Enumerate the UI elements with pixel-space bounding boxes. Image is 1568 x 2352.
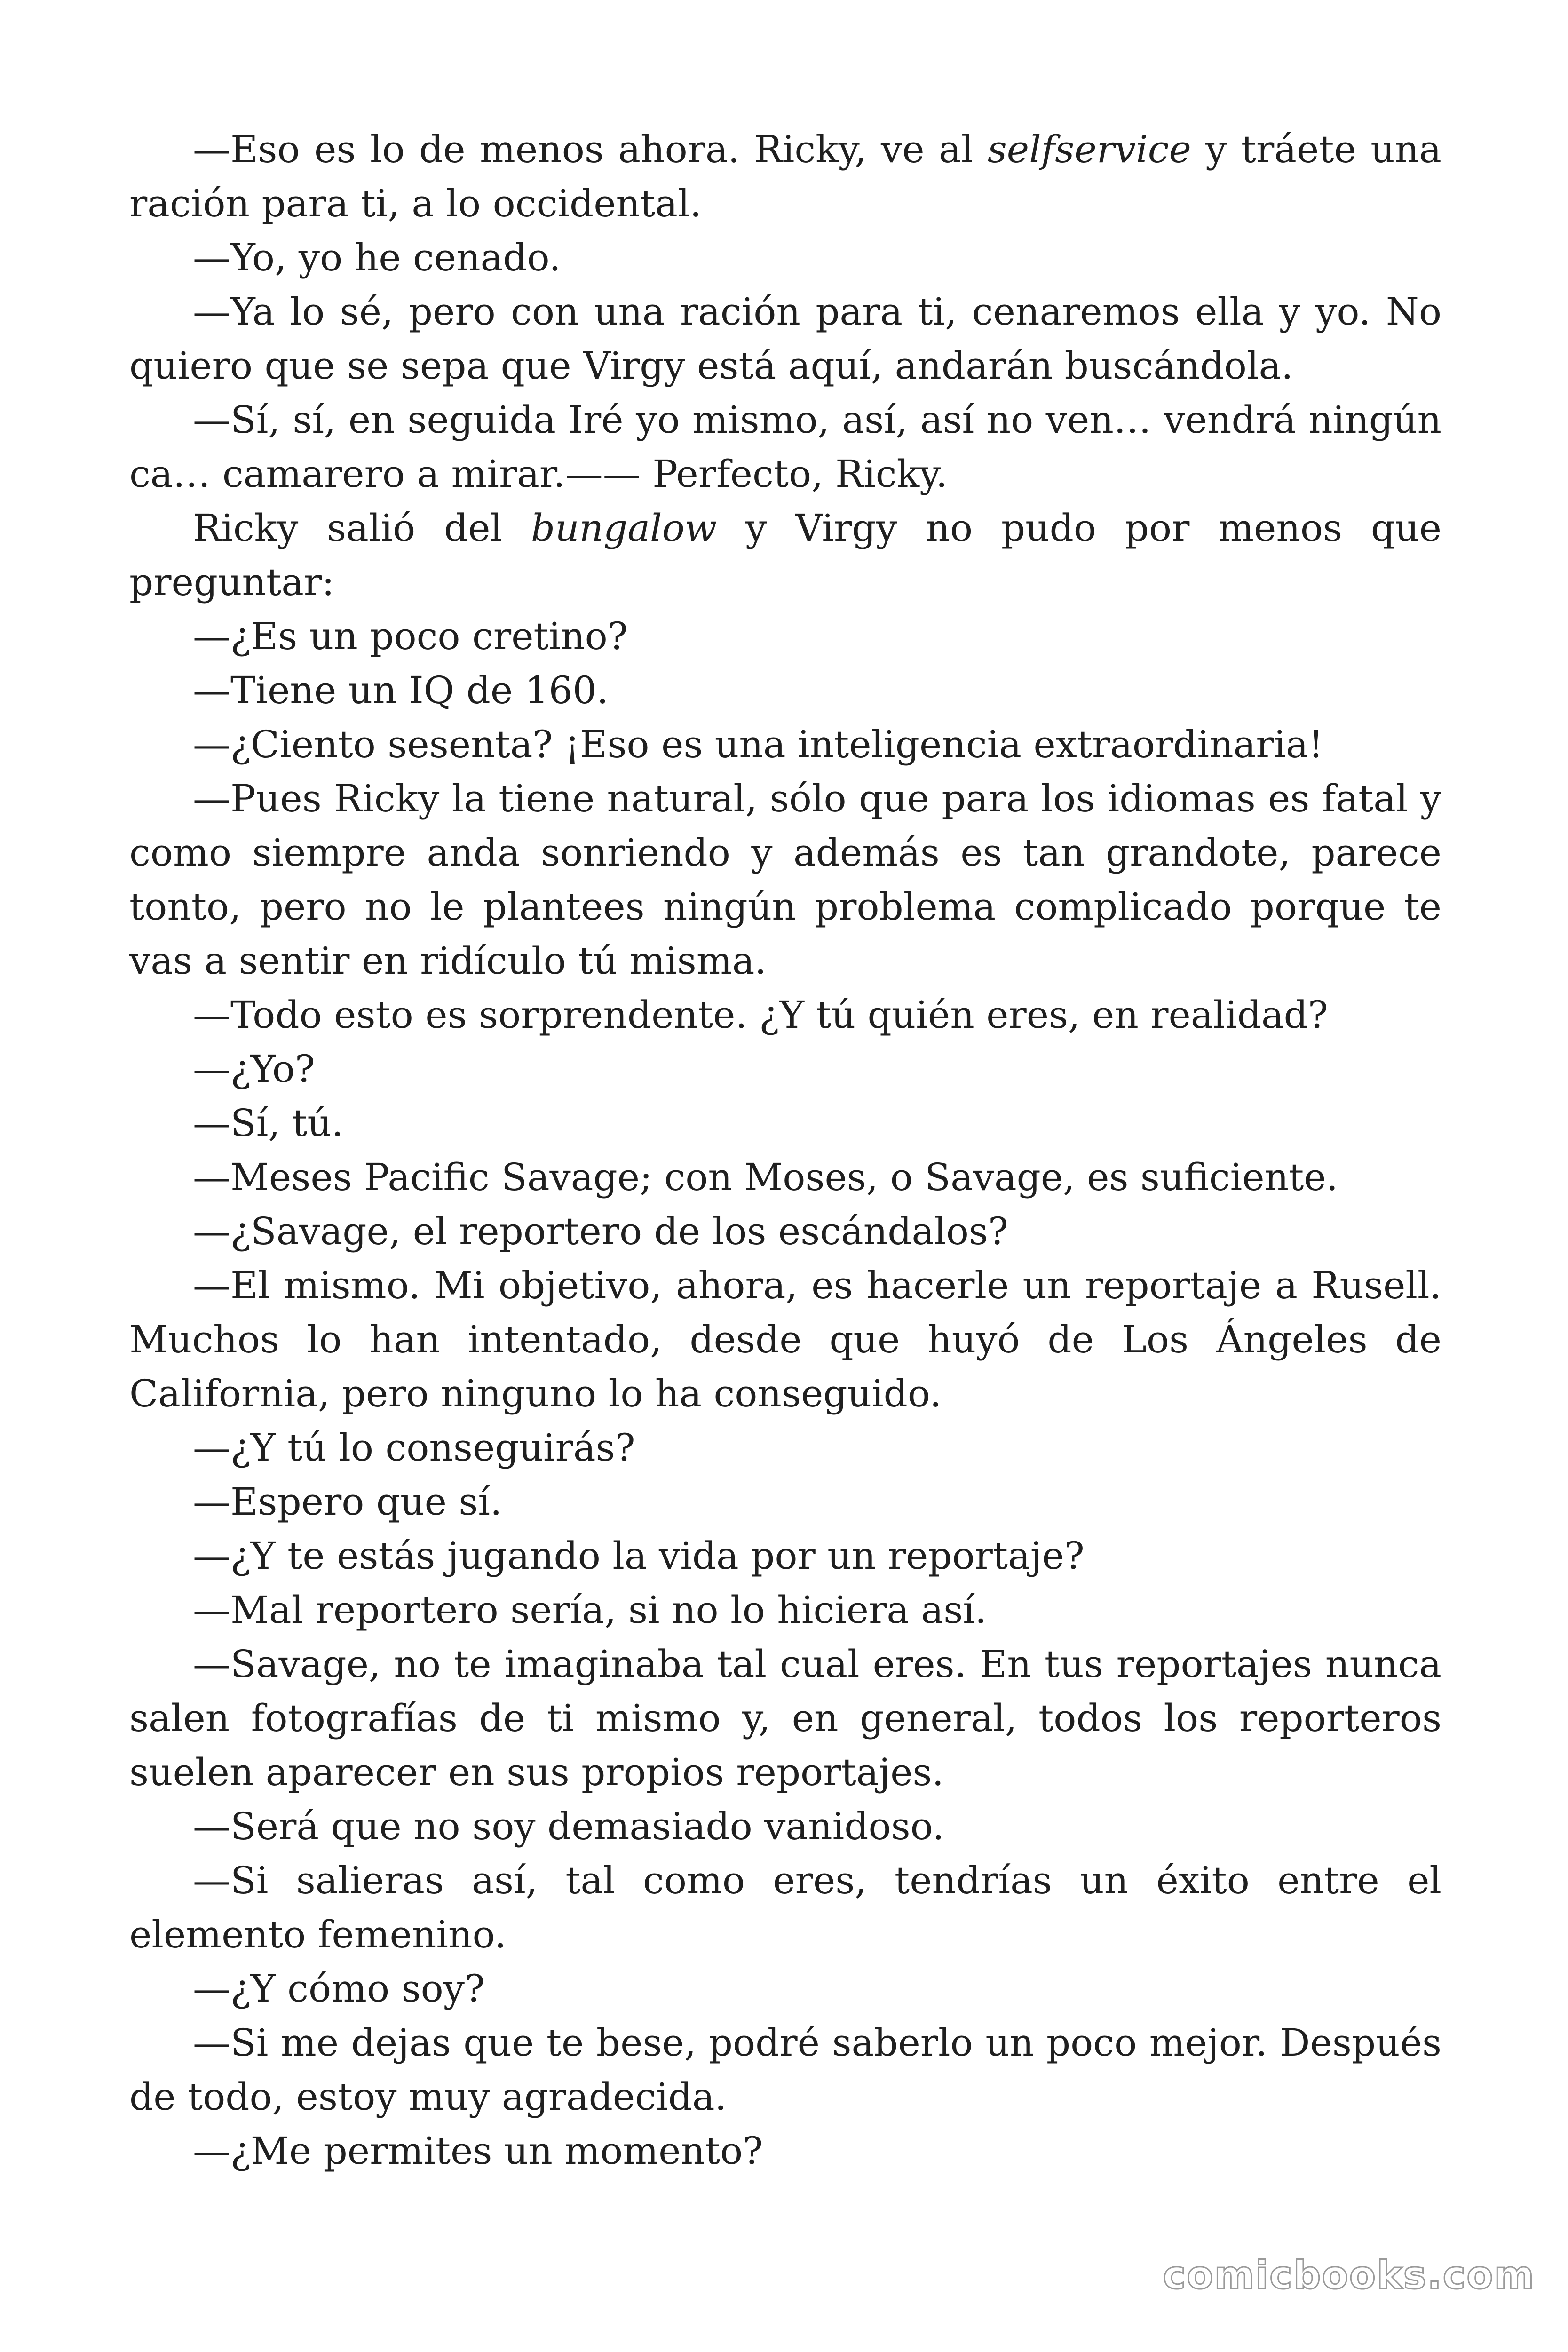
italic-text: bungalow xyxy=(531,506,717,550)
text-run: —¿Y tú lo conseguirás? xyxy=(193,1426,635,1470)
paragraph xyxy=(129,609,1441,663)
text-run: —Eso es lo de menos ahora. Ricky, ve al xyxy=(193,127,988,171)
text-run: —Sí, sí, en seguida Iré yo mismo, así, así no ven… vendrá ningún ca… camarero a mirar.—— Perfecto, Ricky. xyxy=(129,398,1441,496)
text-run: —Savage, no te imaginaba tal cual eres. En tus reportajes nunca salen fotografías de ti mismo y, en general, todos los reporteros suelen aparecer en sus propios reportajes. xyxy=(129,1642,1441,1794)
text-run: —¿Savage, el reportero de los escándalos? xyxy=(193,1209,1008,1253)
text-run: —¿Y cómo soy? xyxy=(193,1967,485,2010)
text-run: —Será que no soy demasiado vanidoso. xyxy=(193,1804,944,1848)
paragraph xyxy=(129,1421,1441,1475)
text-run: —Todo esto es sorprendente. ¿Y tú quién eres, en realidad? xyxy=(193,993,1328,1037)
text-run: —Yo, yo he cenado. xyxy=(193,236,561,279)
paragraph xyxy=(129,230,1441,285)
paragraph xyxy=(129,717,1441,771)
paragraph xyxy=(129,1475,1441,1529)
paragraph xyxy=(129,1583,1441,1637)
text-run: —El mismo. Mi objetivo, ahora, es hacerle un reportaje a Rusell. Muchos lo han intentado, desde que huyó de Los Ángeles de California, pero ninguno lo ha conseguido. xyxy=(129,1263,1441,1415)
italic-text: selfservice xyxy=(987,127,1191,171)
text-run: —Ya lo sé, pero con una ración para ti, cenaremos ella y yo. No quiero que se sepa que Virgy está aquí, andarán buscándola. xyxy=(129,290,1441,388)
text-run: —¿Ciento sesenta? ¡Eso es una inteligencia extraordinaria! xyxy=(193,723,1323,766)
paragraph xyxy=(129,771,1441,988)
text-run: —Espero que sí. xyxy=(193,1480,502,1524)
text-run: —Sí, tú. xyxy=(193,1101,344,1145)
text-run: —¿Yo? xyxy=(193,1047,315,1091)
paragraph xyxy=(129,501,1441,609)
paragraph xyxy=(129,122,1441,230)
paragraph xyxy=(129,1042,1441,1096)
paragraph xyxy=(129,1529,1441,1583)
paragraph xyxy=(129,285,1441,393)
text-run: —Si me dejas que te bese, podré saberlo un poco mejor. Después de todo, estoy muy agradecida. xyxy=(129,2021,1441,2119)
paragraph xyxy=(129,663,1441,717)
text-run: —Pues Ricky la tiene natural, sólo que para los idiomas es fatal y como siempre anda sonriendo y además es tan grandote, parece tonto, pero no le plantees ningún problema complicado porque te vas a sentir en ridículo tú misma. xyxy=(129,777,1441,983)
paragraph xyxy=(129,1150,1441,1204)
text-run: —¿Y te estás jugando la vida por un reportaje? xyxy=(193,1534,1085,1578)
paragraph xyxy=(129,2124,1441,2178)
paragraph xyxy=(129,1096,1441,1150)
text-run: —¿Me permites un momento? xyxy=(193,2129,763,2173)
text-run: —Meses Pacific Savage; con Moses, o Savage, es suficiente. xyxy=(193,1155,1338,1199)
page-body xyxy=(129,122,1441,2178)
paragraph xyxy=(129,1962,1441,2016)
paragraph xyxy=(129,988,1441,1042)
text-run: —Si salieras así, tal como eres, tendrías un éxito entre el elemento femenino. xyxy=(129,1859,1441,1956)
text-run: Ricky salió del xyxy=(193,506,531,550)
paragraph xyxy=(129,1799,1441,1853)
watermark: comicbooks.com xyxy=(1163,2253,1535,2298)
paragraph xyxy=(129,1258,1441,1421)
paragraph xyxy=(129,1204,1441,1258)
text-run: y Virgy no pudo por menos que preguntar: xyxy=(129,506,1442,604)
text-run: —¿Es un poco cretino? xyxy=(193,614,628,658)
text-run: y tráete una ración para ti, a lo occidental. xyxy=(129,127,1441,225)
paragraph xyxy=(129,393,1441,501)
text-run: —Mal reportero sería, si no lo hiciera así. xyxy=(193,1588,987,1632)
text-run: —Tiene un IQ de 160. xyxy=(193,668,609,712)
paragraph xyxy=(129,1853,1441,1962)
paragraph xyxy=(129,1637,1441,1799)
paragraph xyxy=(129,2016,1441,2124)
